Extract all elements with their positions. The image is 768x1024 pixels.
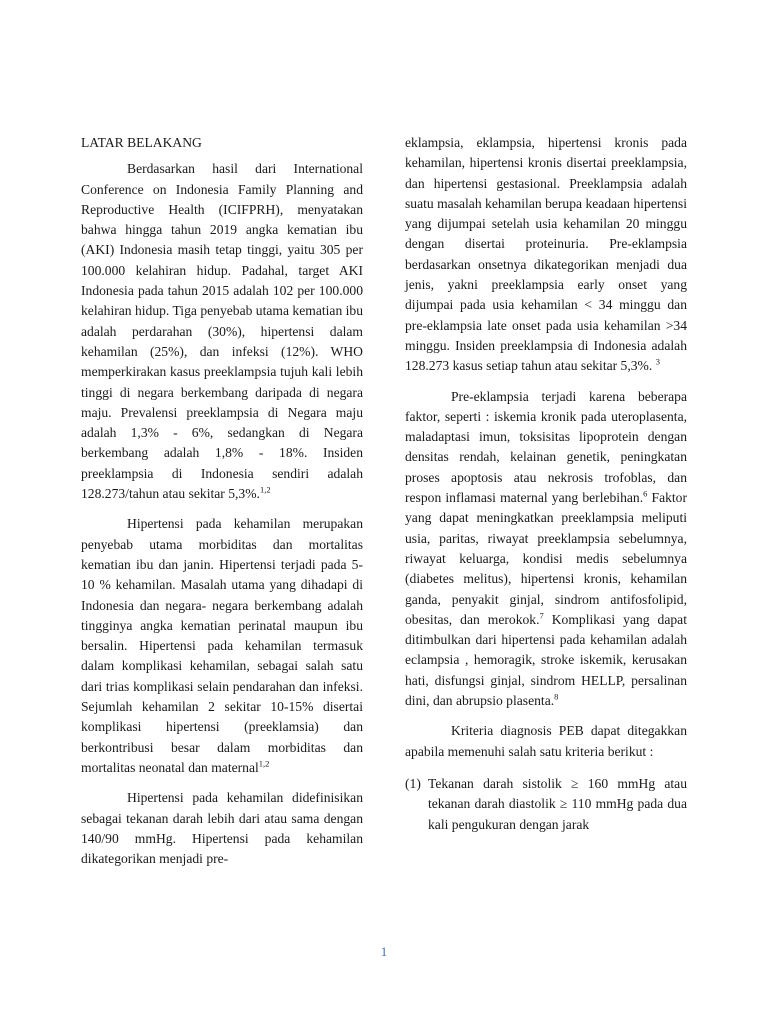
- paragraph-aki: [81, 159, 363, 504]
- paragraph-kategori-preeklampsia: [405, 133, 687, 377]
- paragraph-faktor-text-a: Pre-eklampsia terjadi karena beberapa faktor, seperti : iskemia kronik pada uteroplasenta, maladaptasi imun, toksisitas lipoprotein dengan densitas rendah, kelainan genetik, peningkatan proses apoptosis atau nekrosis trofoblas, dan respon inflamasi maternal yang berlebihan.: [405, 388, 687, 506]
- paragraph-kategori-preeklampsia-text: eklampsia, eklampsia, hipertensi kronis pada kehamilan, hipertensi kronis disertai preeklampsia, dan hipertensi gestasional. Preeklampsia adalah suatu masalah kehamilan berupa keadaan hipertensi yang dijumpai setelah usia kehamilan 20 minggu dengan disertai proteinuria. Pre-eklampsia berdasarkan onsetnya dikategorikan menjadi dua jenis, yakni preeklampsia early onset yang dijumpai pada usia kehamilan < 34 minggu dan pre-eklampsia late onset pada usia kehamilan >34 minggu. Insiden preeklampsia di Indonesia adalah 128.273 kasus setiap tahun atau sekitar 5,3%.: [405, 135, 687, 374]
- paragraph-kriteria-peb-text: Kriteria diagnosis PEB dapat ditegakkan apabila memenuhi salah satu kriteria berikut :: [405, 723, 687, 759]
- citation-ref: 1,2: [259, 484, 271, 495]
- section-heading: LATAR BELAKANG: [81, 135, 202, 150]
- criteria-list-item: [405, 774, 687, 835]
- paragraph-hipertensi-morbiditas: [81, 514, 363, 778]
- list-item-text: Tekanan darah sistolik ≥ 160 mmHg atau tekanan darah diastolik ≥ 110 mmHg pada dua kali pengukuran dengan jarak: [428, 775, 687, 832]
- paragraph-aki-text: Berdasarkan hasil dari International Conference on Indonesia Family Planning and Reproductive Health (ICIFPRH), menyatakan bahwa hingga tahun 2019 angka kematian ibu (AKI) Indonesia masih tetap tinggi, yaitu 305 per 100.000 kelahiran hidup. Padahal, target AKI Indonesia pada tahun 2015 adalah 102 per 100.000 kelahiran hidup. Tiga penyebab utama kematian ibu adalah perdarahan (30%), hipertensi dalam kehamilan (25%), dan infeksi (12%). WHO memperkirakan kasus preeklampsia tujuh kali lebih tinggi di negara berkembang daripada di negara maju. Prevalensi preeklampsia di Negara maju adalah 1,3% - 6%, sedangkan di Negara berkembang adalah 1,8% - 18%. Insiden preeklampsia di Indonesia sendiri adalah 128.273/tahun atau sekitar 5,3%.: [81, 161, 364, 502]
- left-column: [81, 133, 363, 879]
- paragraph-kriteria-peb: [405, 721, 687, 762]
- paragraph-hipertensi-definisi: [81, 788, 363, 869]
- citation-ref: 3: [655, 356, 660, 367]
- citation-ref: 8: [554, 691, 559, 702]
- paragraph-faktor-text-c: Komplikasi yang dapat ditimbulkan dari hipertensi pada kehamilan adalah eclampsia , hemoragik, stroke iskemik, kerusakan hati, disfungsi ginjal, sindrom HELLP, persalinan dini, dan abrupsio plasenta.: [405, 611, 687, 709]
- paragraph-hipertensi-morbiditas-text: Hipertensi pada kehamilan merupakan penyebab utama morbiditas dan mortalitas kematian ibu dan janin. Hipertensi terjadi pada 5-10 % kehamilan. Masalah utama yang dihadapi di Indonesia dan negara- negara berkembang adalah tingginya angka kematian perinatal maupun ibu bersalin. Hipertensi pada kehamilan termasuk dalam komplikasi kehamilan, sebagai salah satu dari trias komplikasi selain pendarahan dan infeksi. Sejumlah kehamilan 2 sekitar 10-15% disertai komplikasi hipertensi (preeklamsia) dan berkontribusi besar dalam morbiditas dan mortalitas neonatal dan maternal: [81, 516, 363, 775]
- paragraph-faktor-text-b: Faktor yang dapat meningkatkan preeklampsia meliputi usia, paritas, riwayat preeklampsia sebelumnya, riwayat keluarga, kondisi medis sebelumnya (diabetes melitus), hipertensi kronis, kehamilan ganda, penyakit ginjal, sindrom antifosfolipid, obesitas, dan merokok.: [405, 490, 688, 627]
- list-number: (1): [405, 775, 421, 791]
- citation-ref: 1,2: [258, 758, 270, 769]
- paragraph-faktor-preeklampsia: [405, 387, 687, 712]
- right-column: [405, 133, 687, 835]
- page-number: 1: [380, 944, 388, 959]
- citation-ref: 6: [643, 488, 648, 499]
- citation-ref: 7: [539, 610, 544, 621]
- paragraph-hipertensi-definisi-text: Hipertensi pada kehamilan didefinisikan sebagai tekanan darah lebih dari atau sama dengan 140/90 mmHg. Hipertensi pada kehamilan dikategorikan menjadi pre-: [81, 790, 363, 867]
